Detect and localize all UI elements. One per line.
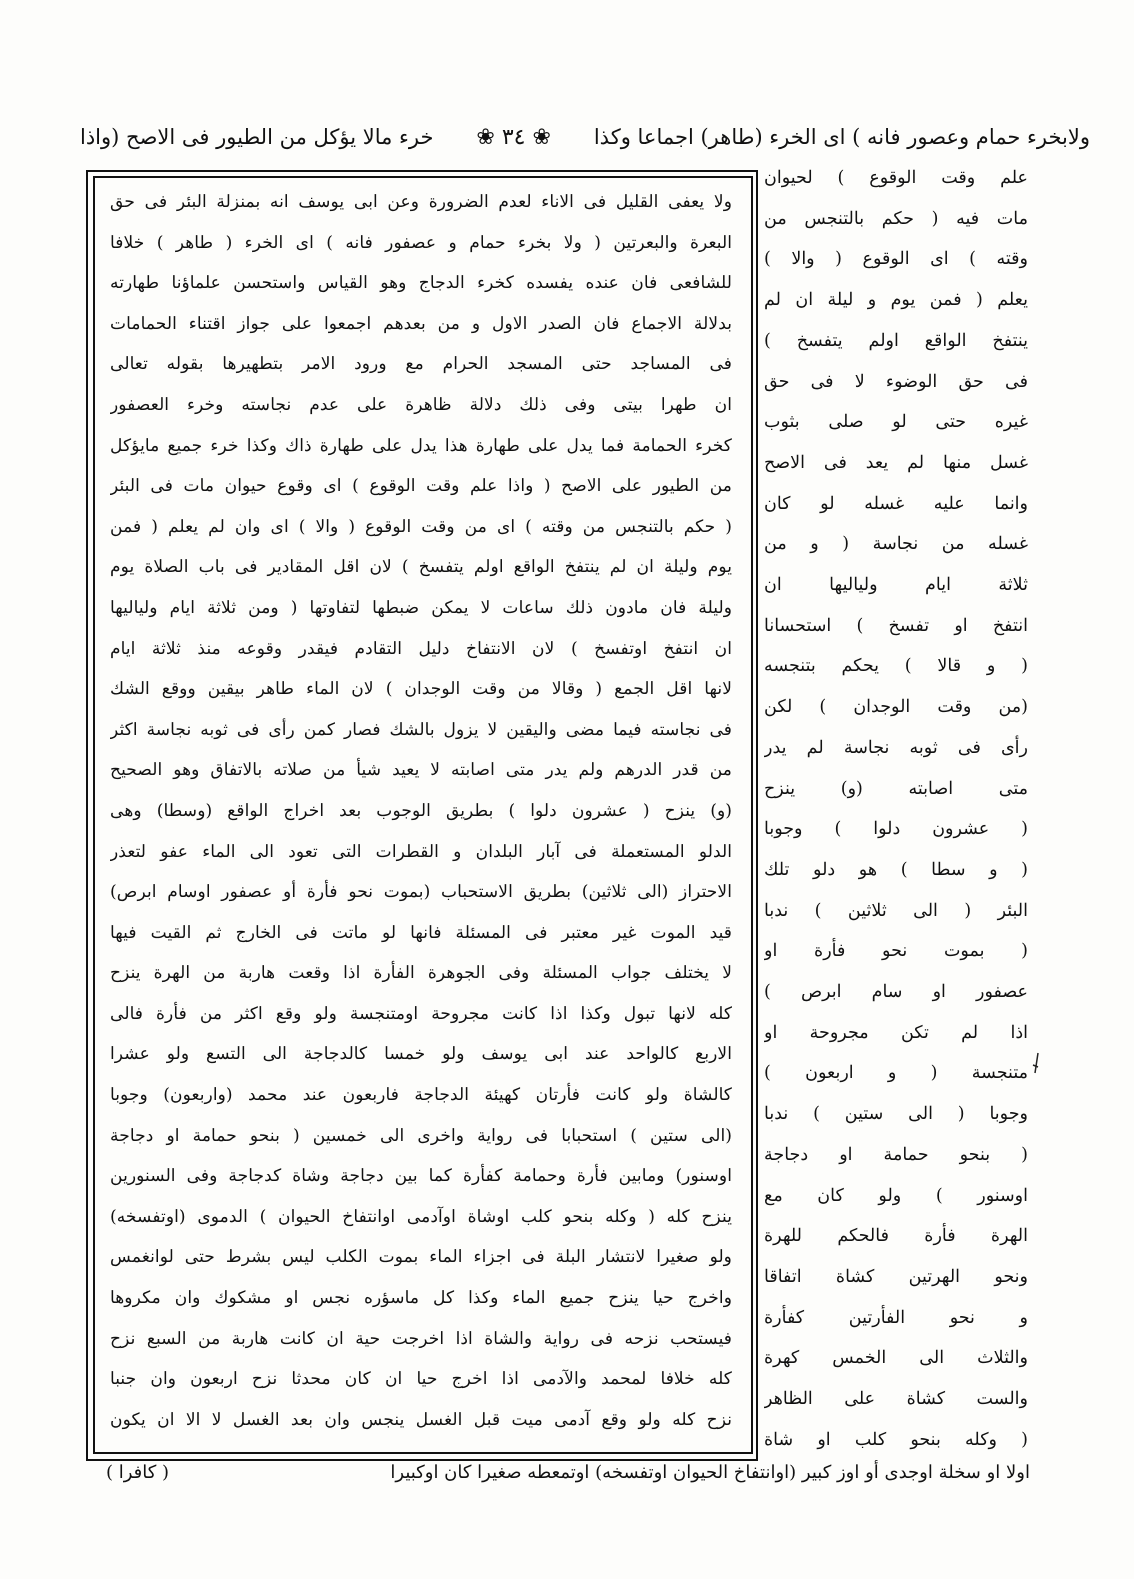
main-line: من قدر الدرهم ولم يدر متى اصابته لا يعيد شيأ من صلاته بالاتفاق وهو الصحيح: [110, 760, 732, 781]
main-line: كالشاة ولو كانت فأرتان كهيئة الدجاجة فاربعون عند محمد (واربعون) وجوبا: [110, 1085, 732, 1106]
main-line: البعرة والبعرتين ( ولا بخرء حمام و عصفور فانه ) اى الخرء ( طاهر ) خلافا: [110, 232, 732, 253]
main-line: نزح كله ولو وقع آدمى ميت قبل الغسل ينجس وان بعد الغسل لا الا ان يكون: [110, 1409, 732, 1430]
main-line: (و) ينزح ( عشرون دلوا ) بطريق الوجوب بعد اخراج الواقع (وسطا) وهى: [110, 800, 732, 821]
main-line: واخرج حيا ينزح جميع الماء وكذا كل ماسؤره نجس او مشكوك وان مكروها: [110, 1288, 732, 1309]
side-line: غسله من نجاسة ( و من: [764, 534, 1028, 555]
main-line: يوم وليلة ان لم ينتفخ الواقع اولم يتفسخ ) لان اقل المقادير فى باب الصلاة يوم: [110, 557, 732, 578]
side-line: متنجسة ( و اربعون ): [764, 1063, 1028, 1084]
page-footer: [106, 1452, 1030, 1492]
main-line: لا يختلف جواب المسئلة وفى الجوهرة الفأرة اذا وقعت هاربة من الهرة ينزح: [110, 963, 732, 984]
side-line: يعلم ( فمن يوم و ليلة ان لم: [764, 290, 1028, 311]
side-line: البئر ( الى ثلاثين ) ندبا: [764, 900, 1028, 921]
side-column-text: [764, 158, 1028, 1458]
header-right-text: ولابخرء حمام وعصور فانه ) اى الخرء (طاهر) اجماعا وكذا: [593, 125, 1090, 149]
main-commentary-text: [110, 182, 732, 1444]
main-line: كله خلافا لمحمد والآدمى اذا اخرج حيا ان كان محدثا نزح اربعون وان جنبا: [110, 1369, 732, 1390]
side-line: ثلاثة ايام ولياليها ان: [764, 575, 1028, 596]
main-line: فى المساجد حتى المسجد الحرام مع ورود الامر بتطهيرها بقوله تعالى: [110, 354, 732, 375]
side-line: انتفخ او تفسخ ) استحسانا: [764, 615, 1028, 636]
side-line: وقته ) اى الوقوع ( والا ): [764, 249, 1028, 270]
main-line: ( حكم بالتنجس من وقته ) اى من وقت الوقوع ( والا ) اى وان لم يعلم ( فمن: [110, 516, 732, 537]
page-number: ❀ ٣٤ ❀: [476, 124, 551, 150]
main-line: للشافعى فان عنده يفسده كخرء الدجاج وهو القياس واستحسن علماؤنا طهارته: [110, 273, 732, 294]
side-line: اذا لم تكن مجروحة او: [764, 1022, 1028, 1043]
side-line: ونحو الهرتين كشاة اتفاقا: [764, 1266, 1028, 1287]
page-number-value: ٣٤: [501, 124, 526, 150]
side-line: ينتفخ الواقع اولم يتفسخ ): [764, 330, 1028, 351]
main-line: الاحتراز (الى ثلاثين) بطريق الاستحباب (بموت نحو فأرة أو عصفور اوسام ابرص): [110, 882, 732, 903]
main-line: كخرء الحمامة فما يدل على طهارة هذا يدل على طهارة ذاك وكذا خرء جميع مايؤكل: [110, 435, 732, 456]
main-line: ان طهرا بيتى وفى ذلك دلالة ظاهرة على عدم نجاسته وخرء العصفور: [110, 394, 732, 415]
side-line: مات فيه ( حكم بالتنجس من: [764, 208, 1028, 229]
side-line: عصفور او سام ابرص ): [764, 982, 1028, 1003]
main-line: ولا يعفى القليل فى الاناء لعدم الضرورة وعن ابى يوسف انه بمنزلة البئر فى حق: [110, 192, 732, 212]
main-line: وليلة فان مادون ذلك ساعات لا يمكن ضبطها لتفاوتها ( ومن ثلاثة ايام ولياليها: [110, 597, 732, 618]
side-line: غسل منها لم يعد فى الاصح: [764, 452, 1028, 473]
side-line: الهرة فأرة فالحكم للهرة: [764, 1226, 1028, 1247]
side-line: (من وقت الوجدان ) لكن: [764, 697, 1028, 718]
main-line: كله لانها تبول وكذا اذا كانت مجروحة اومتنجسة ولو وقع اكثر من فأرة فالى: [110, 1003, 732, 1024]
side-line: اوسنور ) ولو كان مع: [764, 1185, 1028, 1206]
side-line: فى حق الوضوء لا فى حق: [764, 371, 1028, 392]
main-line: الاربع كالواحد عند ابى يوسف ولو خمسا كالدجاجة الى التسع ولو عشرا: [110, 1044, 732, 1065]
side-line: والثلاث الى الخمس كهرة: [764, 1348, 1028, 1369]
header-left-text: خرء مالا يؤكل من الطيور فى الاصح (واذا: [80, 125, 434, 149]
main-line: فيستحب نزحه فى رواية والشاة اذا اخرجت حية ان كانت هاربة من السبع نزح: [110, 1328, 732, 1349]
side-line: والست كشاة على الظاهر: [764, 1389, 1028, 1410]
side-line: ( وكله بنحو كلب او شاة: [764, 1429, 1028, 1450]
main-line: قيد الموت غير معتبر فى المسئلة فانها لو ماتت فى الخارج ثم القيت فيها: [110, 922, 732, 943]
side-line: وانما عليه غسله لو كان: [764, 493, 1028, 514]
margin-pen-mark: [1030, 1045, 1050, 1075]
main-line: ينزح كله ( وكله بنحو كلب اوشاة اوآدمى اوانتفاخ الحيوان ) الدموى (اوتفسخه): [110, 1206, 732, 1227]
main-line: (الى ستين ) استحبابا فى رواية واخرى الى خمسين ( بنحو حمامة او دجاجة: [110, 1125, 732, 1146]
side-line: وجوبا ( الى ستين ) ندبا: [764, 1104, 1028, 1125]
main-line: اوسنور) ومابين فأرة وحمامة كفأرة كما بين دجاجة وشاة كدجاجة وفى السنورين: [110, 1166, 732, 1187]
page-header: [80, 112, 1090, 162]
footer-left-text: ( كافرا ): [106, 1461, 170, 1483]
main-line: من الطيور على الاصح ( واذا علم وقت الوقوع ) اى وقوع حيوان مات فى البئر: [110, 476, 732, 497]
side-line: متى اصابته (و) ينزح: [764, 778, 1028, 799]
side-line: و نحو الفأرتين كفأرة: [764, 1307, 1028, 1328]
main-line: فى نجاسته فيما مضى واليقين لا يزول بالشك فصار كمن رأى فى ثوبه نجاسة اكثر: [110, 719, 732, 740]
main-line: ولو صغيرا لانتشار البلة فى اجزاء الماء بموت الكلب ليس بشرط حتى لوانغمس: [110, 1247, 732, 1268]
side-line: ( عشرون دلوا ) وجوبا: [764, 819, 1028, 840]
side-line: ( و سطا ) هو دلو تلك: [764, 859, 1028, 880]
footer-right-text: اولا او سخلة اوجدى أو اوز كبير (اوانتفاخ الحيوان اوتفسخه) اوتمعطه صغيرا كان اوكبيرا: [390, 1461, 1030, 1483]
side-line: ( و قالا ) يحكم بتنجسه: [764, 656, 1028, 677]
side-line: ( بموت نحو فأرة او: [764, 941, 1028, 962]
main-line: بدلالة الاجماع فان الصدر الاول و من بعدهم اجمعوا على جواز اقتناء الحمامات: [110, 313, 732, 334]
main-line: الدلو المستعملة فى آبار البلدان و القطرات التى تعود الى الماء عفو لتعذر: [110, 841, 732, 862]
main-line: لانها اقل الجمع ( وقالا من وقت الوجدان ) لان الماء طاهر بيقين ووقع الشك: [110, 679, 732, 700]
main-line: ان انتفخ اوتفسخ ) لان الانتفاخ دليل التقادم فيقدر وقوعه منذ ثلاثة ايام: [110, 638, 732, 659]
side-line: غيره حتى لو صلى بثوب: [764, 412, 1028, 433]
side-line: ( بنحو حمامة او دجاجة: [764, 1144, 1028, 1165]
side-line: علم وقت الوقوع ) لحيوان: [764, 168, 1028, 188]
side-line: رأى فى ثوبه نجاسة لم يدر: [764, 737, 1028, 758]
